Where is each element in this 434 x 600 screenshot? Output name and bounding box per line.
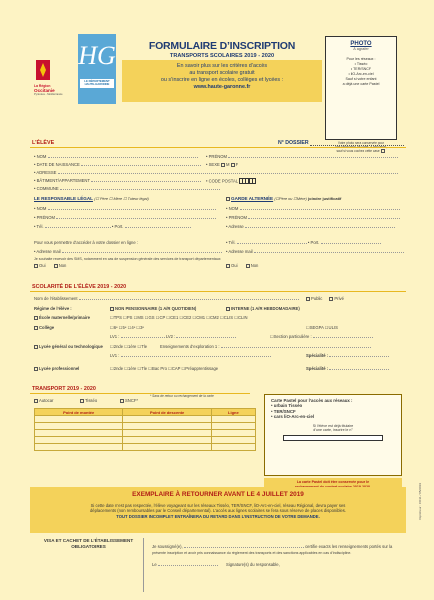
visa-box[interactable] — [34, 538, 144, 592]
garde-options[interactable]: (☐Père ou ☐Mère) — [274, 197, 307, 201]
section-scolarite: SCOLARITÉ DE L’ÉLÈVE 2019 - 2020 — [32, 284, 127, 290]
date-label: Le — [152, 562, 157, 567]
photo-subtitle: À agrafer — [353, 47, 369, 51]
responsable-options[interactable]: (☐ Père ☐ Mère ☐ Tuteur légal) — [94, 197, 149, 201]
eleve-cp-label: • CODE POSTAL — [206, 178, 238, 184]
hg-logo-line2: HAUTE-GARONNE — [84, 82, 110, 87]
photo-line-1: Pour les réseaux : — [346, 57, 376, 61]
resp-prenom-field[interactable] — [56, 218, 216, 219]
resp-sms-non-label: Non — [58, 263, 67, 268]
public-checkbox[interactable] — [306, 297, 310, 301]
autocar-checkbox[interactable] — [34, 399, 38, 403]
lycee-gt-checkbox[interactable] — [34, 345, 38, 349]
pastel-line-1: • urbain Tisséo — [271, 403, 303, 409]
dossier-number-label: N° DOSSIER — [278, 140, 309, 146]
photo-line-3: • TER/SNCF — [350, 67, 372, 71]
pastel-line-2: • TER/SNCF — [271, 408, 296, 414]
sexe-f-checkbox[interactable] — [231, 163, 235, 167]
college-lv2-field[interactable] — [176, 337, 236, 338]
college-label: Collège — [39, 325, 55, 330]
eleve-batiment-label: • BÂTIMENT/APPARTEMENT — [34, 178, 90, 183]
eleve-prenom-field[interactable] — [228, 157, 398, 158]
eleve-naissance-label: • DATE DE NAISSANCE — [34, 162, 80, 167]
eleve-naissance-field[interactable] — [81, 165, 201, 166]
resp-sms-non-checkbox[interactable] — [54, 264, 58, 268]
eleve-batiment-field[interactable] — [91, 181, 201, 182]
table-row[interactable] — [35, 444, 256, 451]
etab-label: Nom de l’établissement — [34, 296, 78, 301]
resp-sms-oui-label: Oui — [39, 263, 46, 268]
particuliere-label[interactable]: ☐Section particulière : — [270, 334, 312, 339]
sncf-checkbox[interactable] — [120, 399, 124, 403]
resp-prenom-label: • PRÉNOM — [34, 215, 56, 220]
photo-note-3: sauf si vous cochez cette case — [336, 149, 380, 153]
pastel-title: Carte Pastel pour l’accès aux réseaux : — [271, 398, 353, 403]
pastel-line-3: • cars liO-Arc-en-ciel — [271, 414, 315, 420]
college-lv1-field[interactable] — [121, 337, 165, 338]
occitanie-logo-line1: La Région — [34, 84, 51, 88]
info-block — [122, 63, 322, 91]
pastel-number-field[interactable] — [283, 435, 383, 441]
date-field[interactable] — [158, 565, 218, 566]
enseignement-label: Enseignements d’exploration 1 : — [160, 344, 220, 349]
lycee-pro-checkbox[interactable] — [34, 367, 38, 371]
resp-tel-label: • Tél. — [34, 224, 44, 229]
photo-note-1: Votre photo sera conservée pour — [337, 141, 385, 145]
soussigne-field[interactable] — [184, 547, 304, 548]
lycee-lv1-field[interactable] — [121, 356, 271, 357]
college-lv1-label: LV1 : — [110, 334, 120, 339]
photo-line-2: • Tisséo — [354, 62, 368, 66]
hg-logo-line1: LE DÉPARTEMENT — [84, 79, 110, 83]
info-line-1: En savoir plus sur les critères d’accès — [176, 63, 268, 69]
form-subtitle: TRANSPORTS SCOLAIRES 2019 - 2020 — [169, 53, 275, 59]
demi-pension-label: NON PENSIONNAIRE (1 A/R QUOTIDIEN) — [115, 306, 197, 311]
pastel-line-5: d’une carte, inscrire le n° — [313, 428, 353, 433]
tisseo-checkbox[interactable] — [80, 399, 84, 403]
occitanie-emblem-icon — [34, 58, 72, 84]
occitanie-logo-line2: Occitanie — [34, 87, 55, 93]
garde-sms-non-label: Non — [250, 263, 259, 268]
demi-pension-checkbox[interactable] — [110, 307, 114, 311]
photo-line-5: Sauf si votre enfant — [345, 77, 377, 81]
lycee-gt-classes[interactable]: ☐2nde ☐1ère ☐Tle — [110, 344, 148, 349]
garde-title: GARDE ALTERNÉE — [231, 196, 274, 201]
sig-presente: présente inscription et avoir pris connaissance du règlement des transports et des sanctions applicables en cas d’indiscipline. — [152, 551, 352, 555]
photo-box — [325, 36, 397, 140]
sms-notif-text: Je souhaite recevoir des SMS, notamment en cas de suspension générale des services de transport départementaux — [34, 257, 221, 261]
garde-prenom-label: • PRÉNOM — [226, 215, 248, 220]
eleve-prenom-label: • PRÉNOM — [206, 154, 228, 159]
pastel-line-4: Si l’élève est déjà titulaire — [312, 423, 354, 428]
pro-specialite-label: Spécialité : — [306, 366, 329, 371]
footer-line-2: déplacements (non remboursables par le Conseil départemental). L’accès aux lignes scolaires se fera sous réserve de places disponibles. — [89, 508, 347, 514]
garde-port-field[interactable] — [321, 243, 381, 244]
resp-port-field[interactable] — [125, 227, 191, 228]
prive-label: Privé — [334, 296, 344, 301]
etab-field[interactable] — [79, 299, 299, 300]
garde-nom-field[interactable] — [240, 209, 400, 210]
sig-certifie: certifie exacts les renseignements portés sur la — [305, 544, 393, 549]
lycee-pro-label: Lycée professionnel — [39, 366, 80, 371]
pastel-card-box — [264, 394, 402, 476]
resp-mail-label: • Adresse mail — [34, 249, 61, 254]
garde-sms-oui-label: Oui — [231, 263, 238, 268]
footer-line-3: TOUT DOSSIER INCOMPLET ENTRAÎNERA DU RETARD DANS L’INSTRUCTION DE VOTRE DEMANDE. — [116, 513, 320, 519]
eleve-adresse-field[interactable] — [58, 173, 398, 174]
table-row[interactable] — [35, 416, 256, 423]
info-line-3: ou s’inscrire en ligne en écoles, collèges et lycées : — [160, 77, 284, 83]
enseignement-field[interactable] — [221, 347, 371, 348]
website-link[interactable]: www.haute-garonne.fr — [193, 84, 251, 90]
sexe-m-label: M — [225, 162, 230, 167]
table-row[interactable] — [35, 423, 256, 430]
ecole-label: École maternelle/primaire — [39, 315, 90, 320]
col-point-montee: Point de montée — [35, 409, 123, 416]
sncf-label: SNCF* — [125, 398, 139, 403]
lycee-gt-label: Lycée général ou technologique — [39, 344, 103, 349]
occitanie-logo — [34, 58, 72, 94]
footer-title: EXEMPLAIRE À RETOURNER AVANT LE 4 JUILLET 2019 — [132, 491, 304, 498]
garde-sms-oui-checkbox[interactable] — [226, 264, 230, 268]
garde-port-label: • Port. — [307, 240, 320, 245]
interne-label: INTERNE (1 A/R HEBDOMADAIRE) — [231, 306, 300, 311]
resp-tel-field[interactable] — [45, 227, 111, 228]
college-classes[interactable]: ☐6ᵉ ☐5ᵉ ☐4ᵉ ☐3ᵉ — [110, 325, 145, 330]
eleve-sexe-label: • SEXE — [206, 162, 220, 167]
section-transport: TRANSPORT 2019 - 2020 — [32, 386, 96, 392]
occitanie-logo-line3: Pyrénées - Méditerranée — [34, 92, 63, 96]
segpa-options[interactable]: ☐SEGPA ☐ULIS — [306, 325, 338, 330]
public-label: Public — [311, 296, 323, 301]
photo-title: PHOTO — [350, 41, 372, 47]
resp-port-label: • Port. — [111, 224, 124, 229]
particuliere-field[interactable] — [313, 337, 373, 338]
tisseo-label: Tisséo — [85, 398, 98, 403]
dossier-number-field[interactable] — [310, 145, 404, 146]
lycee-lv1-label: LV1 : — [110, 353, 120, 358]
table-row[interactable] — [35, 437, 256, 444]
section-eleve: L’ÉLÈVE — [32, 140, 55, 146]
garde-adresse-label: • Adresse — [226, 224, 244, 229]
transport-table — [34, 408, 256, 451]
resp-nom-label: • NOM — [34, 206, 47, 211]
garde-mail-field[interactable] — [254, 252, 404, 253]
info-line-2: au transport scolaire gratuit — [189, 70, 255, 76]
lycee-pro-classes[interactable]: ☐2nde ☐1ère ☐Tle ☐Bac Pro ☐CAP ☐Préapprentissage — [110, 366, 219, 371]
resp-sms-oui-checkbox[interactable] — [34, 264, 38, 268]
garde-justif: joindre justificatif — [308, 196, 342, 201]
form-title: FORMULAIRE D’INSCRIPTION — [148, 40, 296, 52]
prive-checkbox[interactable] — [329, 297, 333, 301]
visa-line-2: OBLIGATOIRES — [71, 544, 106, 549]
specialite-label: Spécialité : — [306, 353, 329, 358]
college-lv2-label: LV2 : — [165, 334, 176, 339]
autocar-label: Autocar — [39, 398, 54, 403]
garde-mail-label: • Adresse mail — [226, 249, 253, 254]
col-ligne: Ligne — [211, 409, 255, 416]
resp-nom-field[interactable] — [48, 209, 216, 210]
responsable-title: LE RESPONSABLE LÉGAL — [34, 196, 93, 201]
eleve-nom-label: • NOM — [34, 154, 47, 159]
regime-label: Régime de l’élève : — [34, 306, 72, 311]
garde-tel-field[interactable] — [237, 243, 307, 244]
retour-note: * Sans de retour ou rechargement de la carte — [150, 394, 214, 398]
ecole-checkbox[interactable] — [34, 316, 38, 320]
signature-area[interactable] — [238, 568, 388, 588]
photo-return-checkbox[interactable] — [381, 149, 385, 153]
specialite-field[interactable] — [329, 356, 389, 357]
code-postal-cells[interactable] — [239, 178, 256, 185]
resp-mail-field[interactable] — [62, 252, 222, 253]
eleve-commune-label: • COMMUNE — [34, 186, 59, 191]
pro-specialite-field[interactable] — [329, 369, 389, 370]
table-row[interactable] — [35, 430, 256, 437]
eleve-nom-field[interactable] — [48, 157, 198, 158]
footer-line-1: Si cette date n’est pas respectée, l’élève voyageant sur les réseaux Tisséo, TER/SNCF, liO-Arc-en-ciel, réseau Régional, devra payer ses — [90, 503, 346, 508]
garde-tel-label: • Tél. — [226, 240, 236, 245]
eleve-commune-field[interactable] — [60, 189, 220, 190]
signature-label: Signature(s) du responsable, — [226, 562, 280, 567]
photo-line-6: a déjà une carte Pastel — [342, 82, 380, 86]
imprimeur-text: Imprimeur : CD31 / 05/2019 — [418, 482, 422, 520]
hg-letters-icon — [78, 34, 116, 78]
svg-text:HG: HG — [78, 41, 116, 70]
visa-line-1: VISA ET CACHET DE L’ÉTABLISSEMENT — [43, 538, 134, 543]
interne-checkbox[interactable] — [226, 307, 230, 311]
college-checkbox[interactable] — [34, 326, 38, 330]
conserve-line-1: La carte Pastel doit être conservée pour le — [296, 480, 370, 484]
sig-soussigne: Je soussigné(e), — [152, 544, 183, 549]
garde-prenom-field[interactable] — [248, 218, 400, 219]
garde-alternee-checkbox[interactable] — [226, 197, 230, 201]
sms-intro: Pour vous permettre d’accéder à votre dossier en ligne : — [34, 240, 139, 245]
garde-adresse-field[interactable] — [245, 227, 395, 228]
sexe-m-checkbox[interactable] — [221, 163, 225, 167]
garde-sms-non-checkbox[interactable] — [246, 264, 250, 268]
col-point-descente: Point de descente — [123, 409, 211, 416]
eleve-adresse-label: • ADRESSE — [34, 170, 57, 175]
ecole-classes[interactable]: ☐TPS ☐PS ☐MS ☐GS ☐CP ☐CE1 ☐CE2 ☐CM1 ☐CM2 ☐CLIS ☐CLIN — [110, 315, 248, 320]
haute-garonne-logo — [78, 34, 116, 104]
garde-nom-label: • NOM — [226, 206, 239, 211]
header-titles — [122, 40, 322, 59]
sexe-f-label: F — [235, 162, 239, 167]
photo-line-4: • liO-Arc-en-ciel — [348, 72, 374, 76]
